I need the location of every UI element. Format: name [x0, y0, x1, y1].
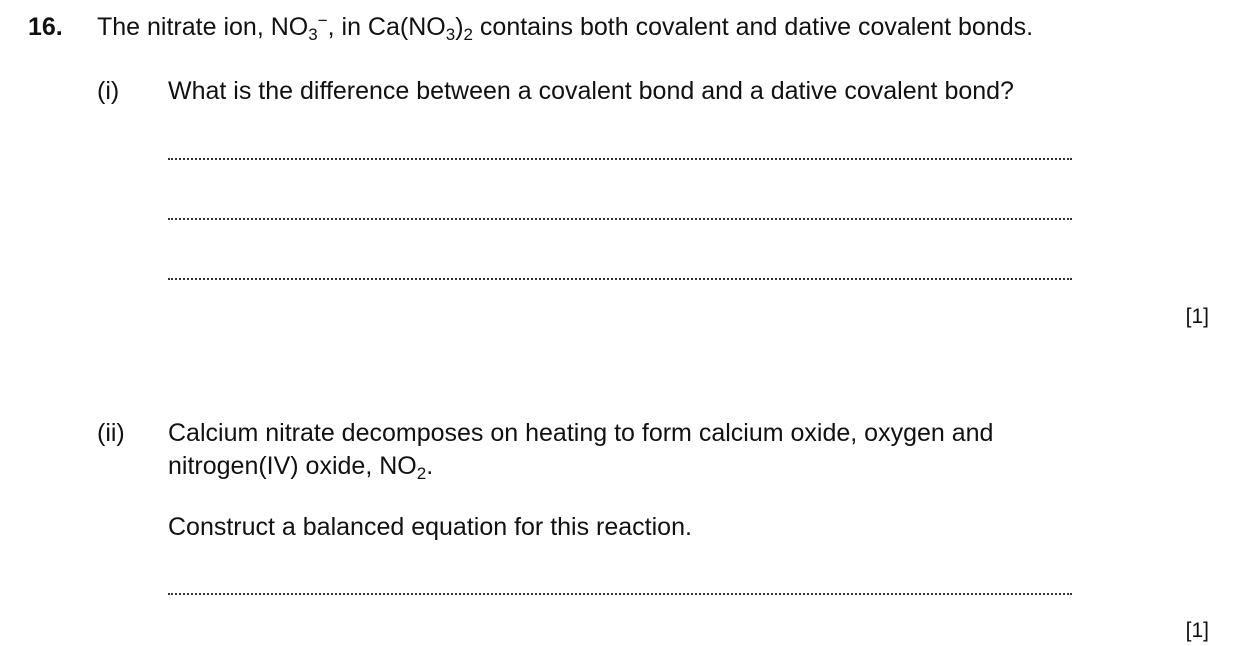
part-i-answer-line-1[interactable]	[168, 158, 1072, 160]
part-ii-marks: [1]	[1185, 619, 1209, 642]
part-ii-instruction: Construct a balanced equation for this reaction.	[168, 513, 692, 541]
stem-subscript-3: 2	[463, 25, 473, 44]
stem-text-4: contains both covalent and dative covalent bonds.	[472, 13, 1034, 41]
part-i-question-text: What is the difference between a covalent bond and a dative covalent bond?	[168, 77, 1014, 105]
part-i-answer-line-3[interactable]	[168, 278, 1072, 280]
stem-text-1: The nitrate ion, NO	[97, 13, 309, 41]
part-ii-text-line-2	[168, 452, 433, 481]
part-ii-line-2-text-a: nitrogen(IV) oxide, NO	[168, 452, 417, 480]
stem-superscript-charge: −	[317, 11, 328, 30]
part-i-label: (i)	[97, 77, 120, 105]
stem-text-3: )	[455, 13, 464, 41]
part-i-answer-line-2[interactable]	[168, 218, 1072, 220]
stem-subscript-1: 3	[308, 25, 318, 44]
question-stem	[97, 13, 1033, 42]
part-ii-label: (ii)	[97, 419, 125, 447]
part-ii-answer-line-1[interactable]	[168, 593, 1072, 595]
part-i-marks: [1]	[1185, 305, 1209, 328]
part-ii-line-2-subscript: 2	[416, 464, 427, 483]
part-ii-line-2-text-b: .	[426, 452, 434, 480]
part-ii-text-line-1: Calcium nitrate decomposes on heating to form calcium oxide, oxygen and	[168, 419, 994, 447]
question-number: 16.	[28, 13, 63, 41]
stem-text-2: , in Ca(NO	[327, 13, 446, 41]
stem-subscript-2: 3	[445, 25, 456, 44]
